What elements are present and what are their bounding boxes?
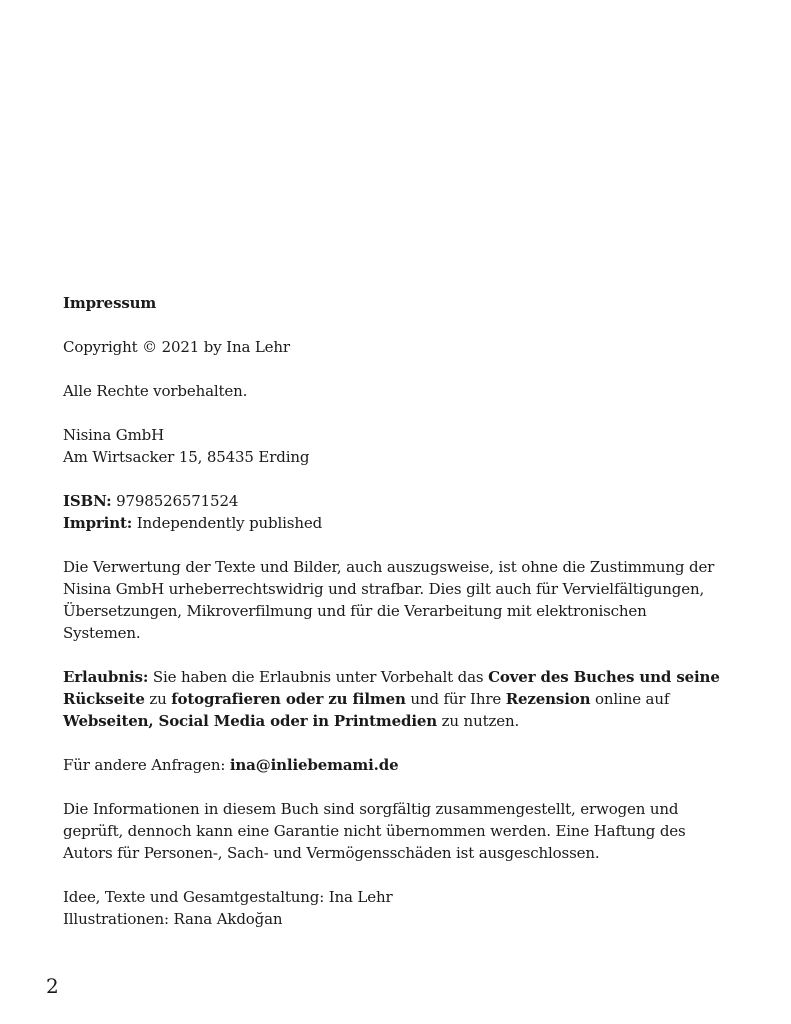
disclaimer: Die Informationen in diesem Buch sind sorgfältig zusammengestellt, erwogen und geprüft, dennoch kann eine Garantie nicht übernommen werden. Eine Haftung des Autors für Personen-, Sach- und Vermögensschäden ist ausgeschlossen. — [63, 800, 686, 862]
page-number: 2 — [46, 974, 59, 998]
isbn-imprint-block — [63, 490, 723, 534]
imprint-value: Independently published — [132, 514, 323, 532]
publisher-block — [63, 424, 723, 468]
permission-label: Erlaubnis: — [63, 668, 149, 686]
permission-paragraph: Erlaubnis: Sie haben die Erlaubnis unter Vorbehalt das Cover des Buches und seine Rückseite zu fotografieren oder zu filmen und für Ihre Rezension online auf Webseiten, Social Media oder in Printmedien zu nutzen. — [63, 668, 720, 730]
isbn-label: ISBN: — [63, 492, 112, 510]
illustration-credit: Illustrationen: Rana Akdoğan — [63, 910, 283, 928]
page-heading: Impressum — [63, 294, 157, 312]
copyright-line: Copyright © 2021 by Ina Lehr — [63, 338, 290, 356]
inquiries-line: Für andere Anfragen: ina@inliebemami.de — [63, 756, 399, 774]
design-credit: Idee, Texte und Gesamtgestaltung: Ina Lehr — [63, 888, 393, 906]
credits-block — [63, 886, 723, 930]
rights-line: Alle Rechte vorbehalten. — [63, 382, 248, 400]
publisher-name: Nisina GmbH — [63, 426, 165, 444]
contact-email: ina@inliebemami.de — [229, 756, 399, 774]
imprint-section — [63, 292, 723, 930]
usage-notice: Die Verwertung der Texte und Bilder, auch auszugsweise, ist ohne die Zustimmung der Nisina GmbH urheberrechtswidrig und strafbar. Dies gilt auch für Vervielfältigungen, Übersetzungen, Mikroverfilmung und für die Verarbeitung mit elektronischen Systemen. — [63, 558, 715, 642]
imprint-label: Imprint: — [63, 514, 133, 532]
isbn-value: 9798526571524 — [111, 492, 239, 510]
publisher-address: Am Wirtsacker 15, 85435 Erding — [63, 448, 310, 466]
